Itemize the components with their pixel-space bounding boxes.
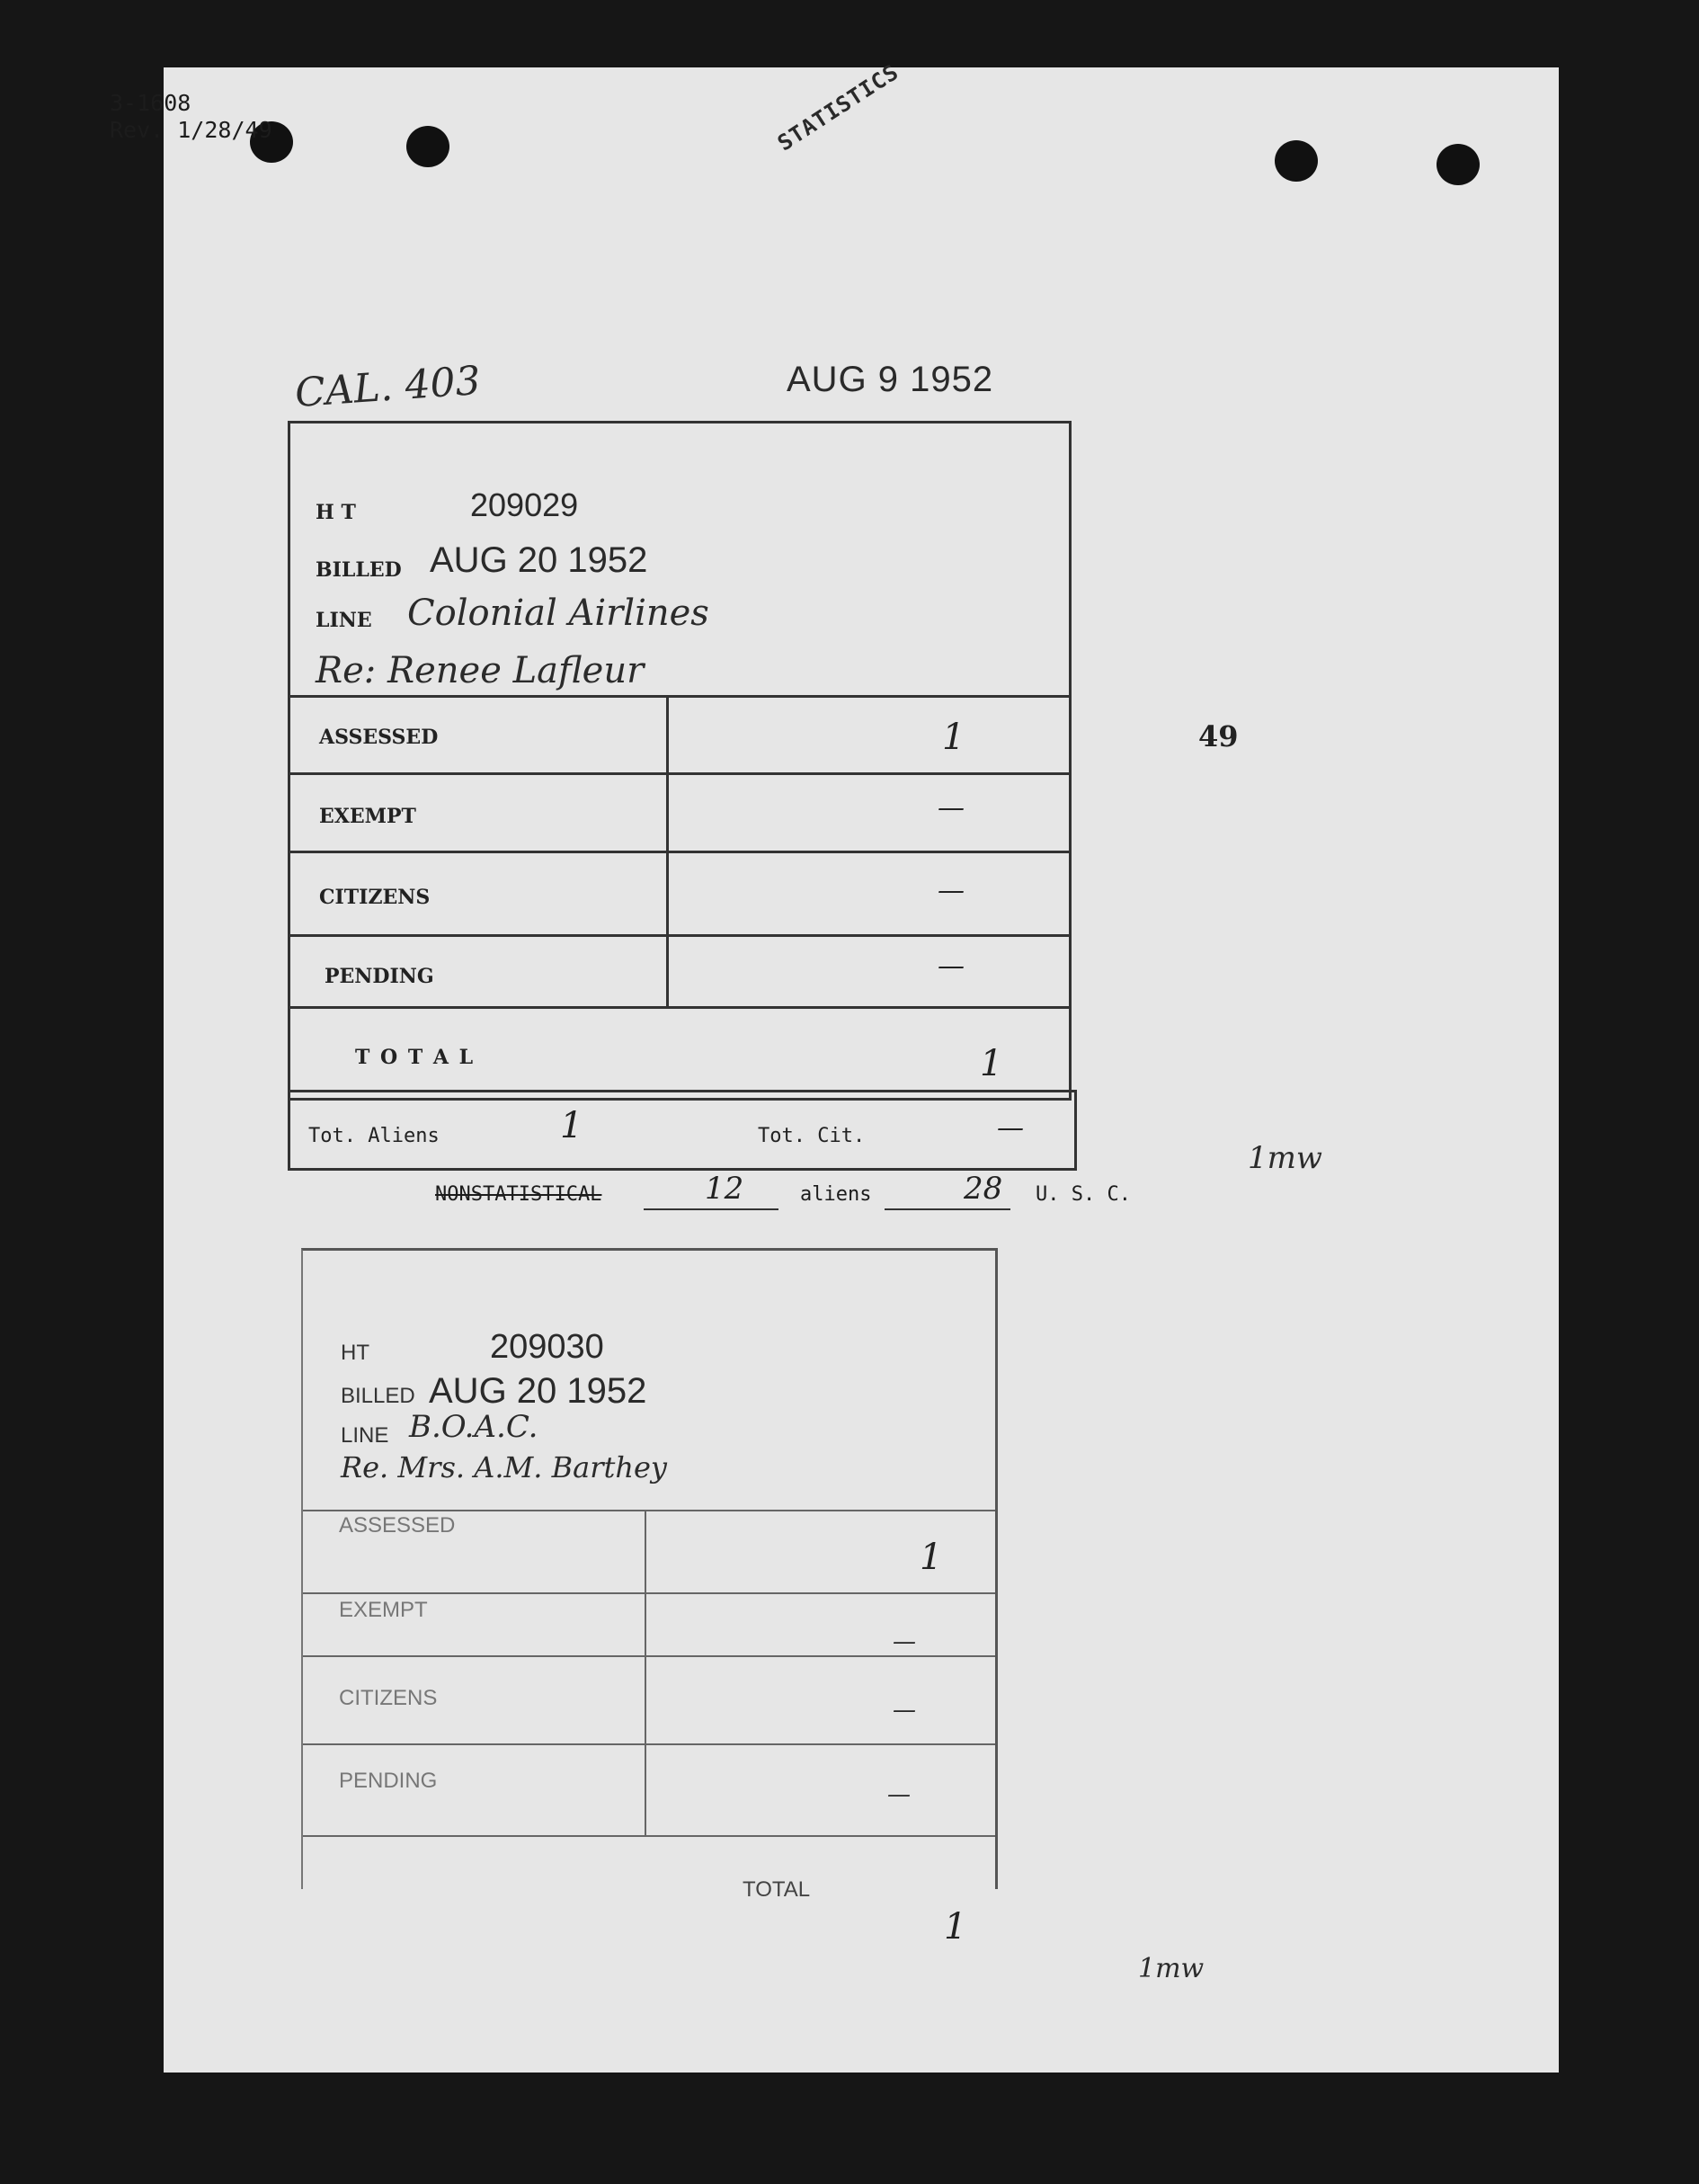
divider: [303, 1592, 995, 1594]
total-value: 1: [980, 1043, 1003, 1084]
handwritten-reference: CAL. 403: [293, 357, 483, 417]
punch-hole-4: [1437, 144, 1480, 185]
divider: [290, 1006, 1069, 1009]
ht-label: HT: [341, 1341, 369, 1365]
row-label-exempt: EXEMPT: [319, 805, 416, 828]
blank-underline: [885, 1208, 1010, 1210]
re-value: Re. Mrs. A.M. Barthey: [341, 1450, 667, 1484]
form1-totals-row: [288, 1090, 1077, 1171]
divider: [290, 851, 1069, 853]
date-stamp: AUG 9 1952: [787, 360, 994, 399]
divider: [290, 772, 1069, 775]
row-label-exempt: EXEMPT: [339, 1598, 428, 1622]
initials-1: 1mw: [1248, 1140, 1322, 1176]
row-label-pending: PENDING: [339, 1769, 438, 1793]
initials-2: 1mw: [1138, 1953, 1205, 1984]
billed-date: AUG 20 1952: [430, 540, 648, 580]
aliens-label: aliens: [800, 1183, 872, 1206]
row-label-citizens: CITIZENS: [319, 886, 431, 909]
tot-aliens-value: 1: [560, 1105, 583, 1146]
re-value: Re: Renee Lafleur: [316, 650, 645, 691]
row-label-citizens: CITIZENS: [339, 1686, 438, 1710]
divider: [290, 695, 1069, 698]
blank-underline: [644, 1208, 778, 1210]
punch-hole-3: [1275, 140, 1318, 182]
row-value-citizens: —: [893, 1697, 916, 1724]
total-label: TOTAL: [743, 1877, 811, 1902]
column-divider: [645, 1510, 646, 1835]
divider: [290, 934, 1069, 937]
statistics-stamp: STATISTICS: [773, 58, 903, 156]
billed-date: AUG 20 1952: [429, 1371, 647, 1411]
total-label: T O T A L: [355, 1046, 476, 1069]
divider: [303, 1835, 995, 1837]
divider: [303, 1743, 995, 1745]
nonstat-aliens-value: 12: [705, 1171, 744, 1207]
total-value: 1: [944, 1906, 967, 1948]
line-label: LINE: [316, 609, 372, 632]
page-number: 49: [1198, 719, 1239, 753]
divider: [303, 1510, 995, 1511]
row-value-exempt: —: [938, 792, 965, 824]
usc-label: U. S. C.: [1036, 1183, 1131, 1206]
nonstat-usc-value: 28: [964, 1171, 1003, 1207]
statistics-form-1: [288, 421, 1072, 1101]
row-value-exempt: —: [893, 1628, 916, 1655]
row-value-assessed: 1: [942, 717, 965, 758]
line-label: LINE: [341, 1423, 389, 1448]
nonstatistical-label: NONSTATISTICAL: [435, 1183, 602, 1206]
row-value-pending: —: [938, 950, 965, 982]
line-value: B.O.A.C.: [409, 1409, 538, 1445]
row-value-assessed: 1: [920, 1537, 943, 1578]
line-value: Colonial Airlines: [407, 593, 709, 634]
form-code-block: [110, 90, 272, 144]
row-label-pending: PENDING: [325, 965, 434, 988]
statistics-form-2: [301, 1248, 998, 1889]
form-number: 3-1608: [110, 90, 191, 116]
ht-label: H T: [316, 501, 356, 524]
nonstatistical-line: [435, 1171, 1163, 1214]
tot-aliens-label: Tot. Aliens: [308, 1125, 440, 1147]
form-revision: Rev. 1/28/49: [110, 117, 272, 143]
row-value-citizens: —: [938, 875, 965, 906]
row-label-assessed: ASSESSED: [339, 1513, 456, 1538]
tot-cit-label: Tot. Cit.: [758, 1125, 866, 1147]
row-value-pending: —: [887, 1781, 911, 1808]
tot-cit-value: —: [997, 1112, 1024, 1144]
punch-hole-2: [406, 126, 449, 167]
row-label-assessed: ASSESSED: [319, 726, 439, 749]
billed-label: BILLED: [341, 1384, 415, 1408]
ht-number: 209030: [490, 1328, 604, 1366]
ht-number: 209029: [470, 486, 579, 523]
divider: [303, 1655, 995, 1657]
billed-label: BILLED: [316, 558, 402, 582]
